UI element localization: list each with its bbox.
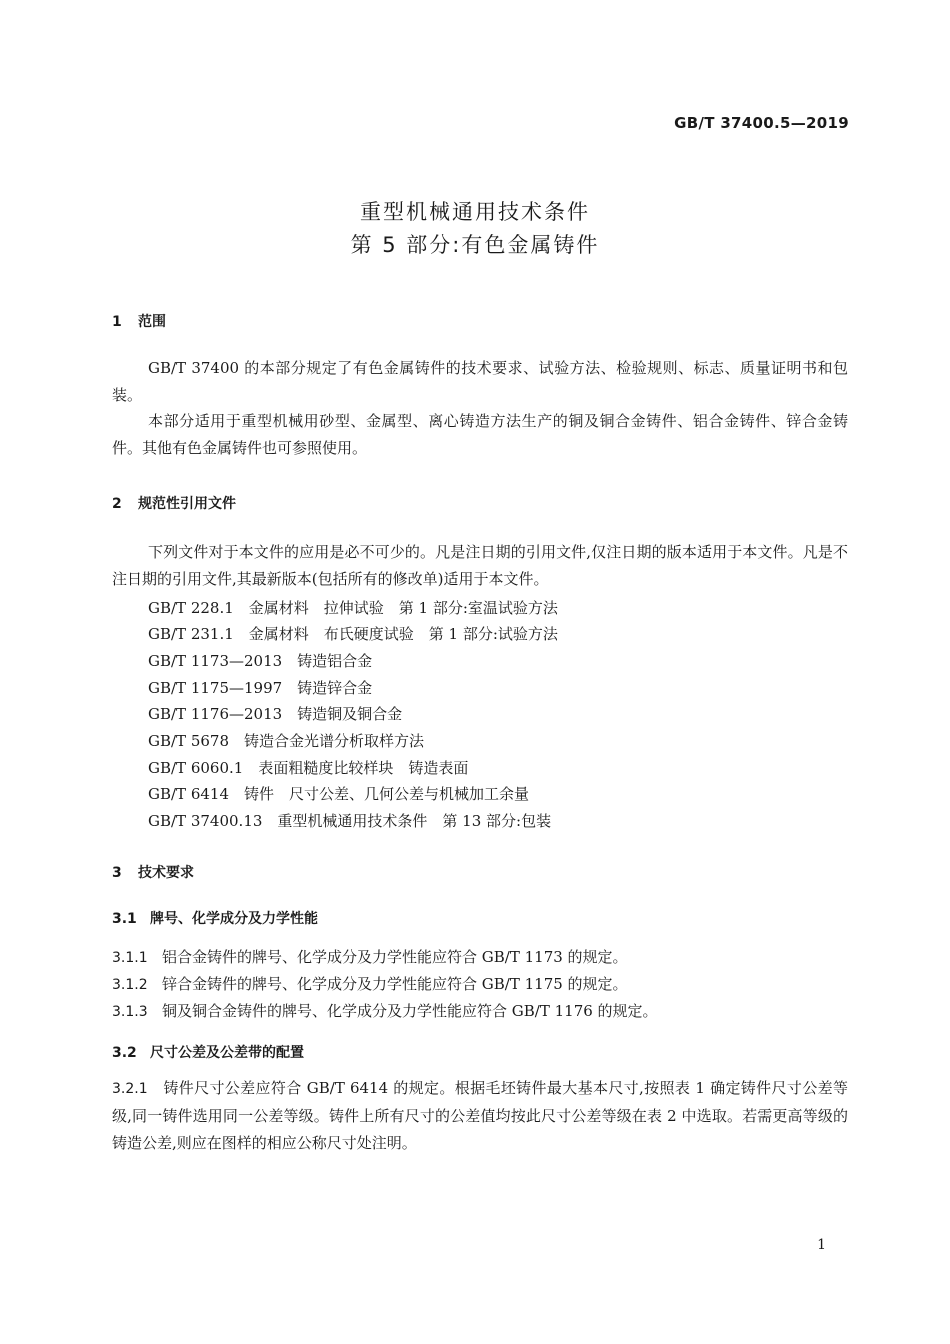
reference-item: GB/T 37400.13 重型机械通用技术条件 第 13 部分:包装 [148, 812, 552, 830]
clause-text: 锌合金铸件的牌号、化学成分及力学性能应符合 GB/T 1175 的规定。 [162, 975, 628, 993]
clause-number: 3.1.1 [112, 950, 148, 966]
clause-number: 3.2.1 [112, 1081, 148, 1097]
clause-text: 铸件尺寸公差应符合 GB/T 6414 的规定。根据毛坯铸件最大基本尺寸,按照表 1 确定铸件尺寸公差等级,同一铸件选用同一公差等级。铸件上所有尺寸的公差值均按此尺寸公差等级在表 2 中选取。若需更高等级的铸造公差,则应在图样的相应公称尺寸处注明。 [112, 1079, 848, 1152]
section-heading-1 [112, 311, 166, 331]
section-number: 1 [112, 314, 122, 330]
section-heading-2 [112, 493, 236, 513]
section-number: 2 [112, 496, 122, 512]
reference-item: GB/T 1175—1997 铸造锌合金 [148, 679, 373, 697]
subsection-title: 牌号、化学成分及力学性能 [150, 911, 318, 927]
subsection-heading-3-1 [112, 908, 318, 928]
clause-3-2-1 [112, 1075, 848, 1157]
clause-text: 铜及铜合金铸件的牌号、化学成分及力学性能应符合 GB/T 1176 的规定。 [162, 1002, 658, 1020]
page-number: 1 [817, 1237, 826, 1253]
standard-code: GB/T 37400.5—2019 [674, 114, 849, 132]
clause-text: 铝合金铸件的牌号、化学成分及力学性能应符合 GB/T 1173 的规定。 [162, 948, 628, 966]
document-subtitle: 第 5 部分:有色金属铸件 [350, 233, 600, 257]
section-title: 范围 [138, 314, 166, 330]
section-heading-3 [112, 862, 194, 882]
reference-item: GB/T 1176—2013 铸造铜及铜合金 [148, 705, 403, 723]
reference-item: GB/T 231.1 金属材料 布氏硬度试验 第 1 部分:试验方法 [148, 625, 558, 643]
scope-paragraph-1: GB/T 37400 的本部分规定了有色金属铸件的技术要求、试验方法、检验规则、标志、质量证明书和包装。 [112, 359, 848, 404]
reference-item: GB/T 5678 铸造合金光谱分析取样方法 [148, 732, 425, 750]
clause-3-1-1 [112, 946, 628, 967]
document-title: 重型机械通用技术条件 [360, 200, 590, 224]
section-title: 技术要求 [138, 865, 194, 881]
subsection-number: 3.2 [112, 1045, 137, 1061]
clause-number: 3.1.3 [112, 1004, 148, 1020]
normative-references-paragraph: 下列文件对于本文件的应用是必不可少的。凡是注日期的引用文件,仅注日期的版本适用于本文件。凡是不注日期的引用文件,其最新版本(包括所有的修改单)适用于本文件。 [112, 543, 848, 588]
clause-3-1-2 [112, 973, 628, 994]
reference-item: GB/T 6060.1 表面粗糙度比较样块 铸造表面 [148, 759, 469, 777]
clause-number: 3.1.2 [112, 977, 148, 993]
subsection-heading-3-2 [112, 1042, 304, 1062]
reference-item: GB/T 1173—2013 铸造铝合金 [148, 652, 373, 670]
section-title: 规范性引用文件 [138, 496, 236, 512]
reference-item: GB/T 228.1 金属材料 拉伸试验 第 1 部分:室温试验方法 [148, 599, 558, 617]
reference-item: GB/T 6414 铸件 尺寸公差、几何公差与机械加工余量 [148, 785, 530, 803]
section-number: 3 [112, 865, 122, 881]
clause-3-1-3 [112, 1000, 658, 1021]
subsection-title: 尺寸公差及公差带的配置 [150, 1045, 304, 1061]
subsection-number: 3.1 [112, 911, 137, 927]
scope-paragraph-2: 本部分适用于重型机械用砂型、金属型、离心铸造方法生产的铜及铜合金铸件、铝合金铸件、锌合金铸件。其他有色金属铸件也可参照使用。 [112, 412, 848, 457]
